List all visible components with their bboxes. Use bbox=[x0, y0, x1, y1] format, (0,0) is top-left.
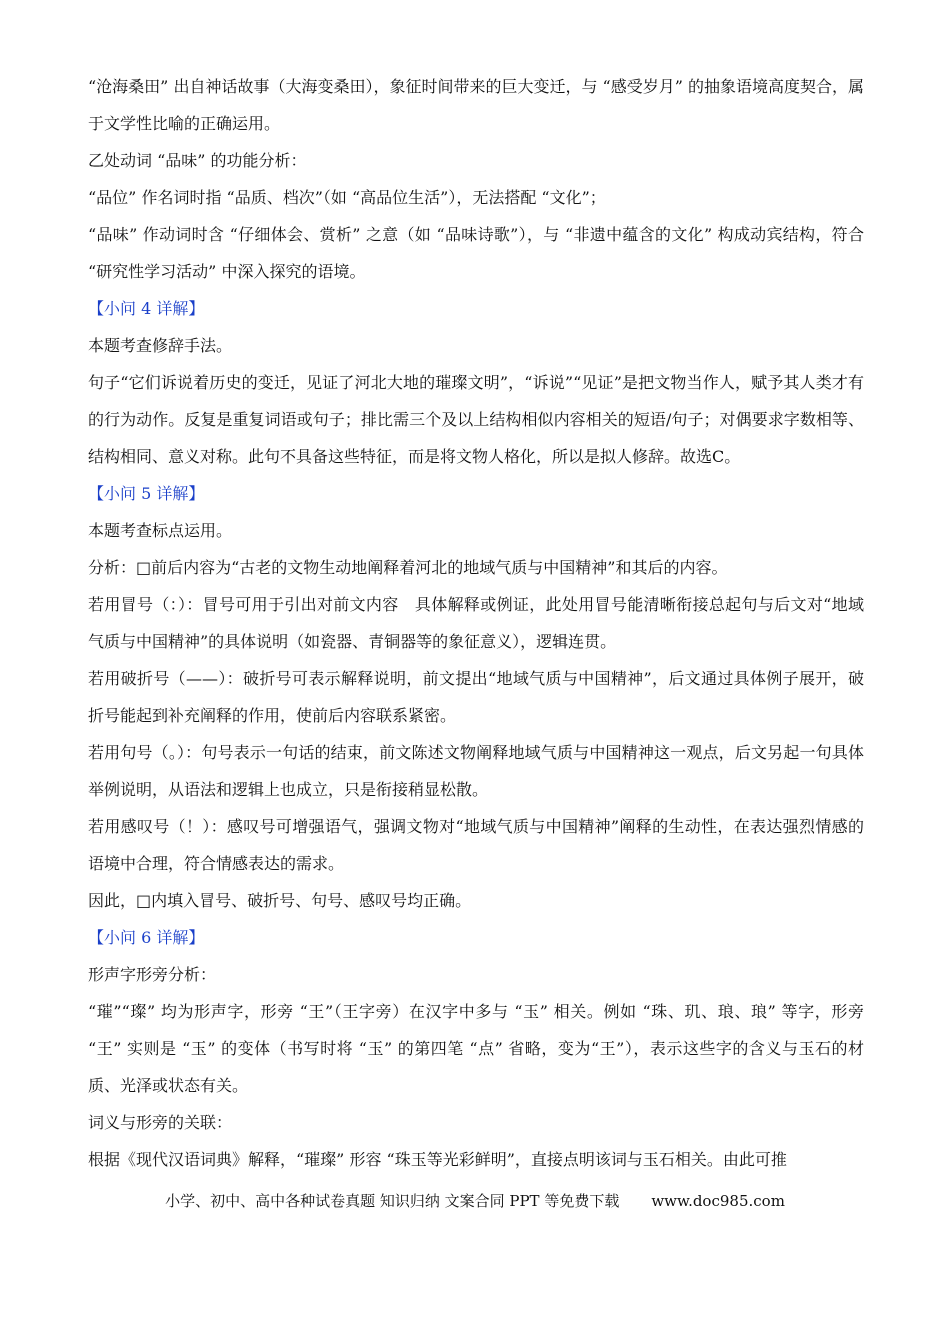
section-heading: 【小问 5 详解】 bbox=[88, 484, 205, 503]
paragraph: “沧海桑田” 出自神话故事（大海变桑田），象征时间带来的巨大变迁，与 “感受岁月” 的抽象语境高度契合，属于文学性比喻的正确运用。 bbox=[88, 77, 864, 133]
footer-text: 小学、初中、高中各种试卷真题 知识归纳 文案合同 PPT 等免费下载 bbox=[165, 1192, 620, 1210]
paragraph: 若用句号（。）：句号表示一句话的结束，前文陈述文物阐释地域气质与中国精神这一观点，后文另起一句具体举例说明，从语法和逻辑上也成立，只是衔接稍显松散。 bbox=[88, 743, 864, 799]
paragraph: 若用冒号（：）：冒号可用于引出对前文内容 具体解释或例证，此处用冒号能清晰衔接总起句与后文对“地域气质与中国精神”的具体说明（如瓷器、青铜器等的象征意义），逻辑连贯。 bbox=[88, 595, 864, 651]
paragraph: 分析：□前后内容为“古老的文物生动地阐释着河北的地域气质与中国精神”和其后的内容。 bbox=[88, 558, 728, 577]
paragraph: 若用感叹号（！）：感叹号可增强语气，强调文物对“地域气质与中国精神”阐释的生动性，在表达强烈情感的语境中合理，符合情感表达的需求。 bbox=[88, 817, 864, 873]
paragraph: 本题考查修辞手法。 bbox=[88, 336, 233, 355]
paragraph: “璀”“璨” 均为形声字，形旁 “王”（王字旁）在汉字中多与 “玉” 相关。例如 “珠、玑、琅、琅” 等字，形旁 “王” 实则是 “玉” 的变体（书写时将 “玉” 的第四笔 “点” 省略，变为“王”），表示这些字的含义与玉石的材质、光泽或状态有关。 bbox=[88, 1002, 864, 1095]
document-body bbox=[88, 68, 864, 1178]
paragraph: “品位” 作名词时指 “品质、档次”（如 “高品位生活”），无法搭配 “文化”； bbox=[88, 188, 606, 207]
paragraph: 根据《现代汉语词典》解释，“璀璨” 形容 “珠玉等光彩鲜明”，直接点明该词与玉石相关。由此可推 bbox=[88, 1150, 787, 1169]
paragraph: 句子“它们诉说着历史的变迁，见证了河北大地的璀璨文明”，“诉说”“见证”是把文物当作人，赋予其人类才有的行为动作。反复是重复词语或句子；排比需三个及以上结构相似内容相关的短语/句子；对偶要求字数相等、结构相同、意义对称。此句不具备这些特征，而是将文物人格化，所以是拟人修辞。故选C。 bbox=[88, 373, 864, 466]
paragraph: 若用破折号（——）：破折号可表示解释说明，前文提出“地域气质与中国精神”，后文通过具体例子展开，破折号能起到补充阐释的作用，使前后内容联系紧密。 bbox=[88, 669, 864, 725]
section-heading: 【小问 6 详解】 bbox=[88, 928, 205, 947]
section-heading: 【小问 4 详解】 bbox=[88, 299, 205, 318]
paragraph: 词义与形旁的关联： bbox=[88, 1113, 233, 1132]
page-footer bbox=[0, 1190, 950, 1212]
paragraph: 乙处动词 “品味” 的功能分析： bbox=[88, 151, 307, 170]
paragraph: 本题考查标点运用。 bbox=[88, 521, 233, 540]
footer-url-link[interactable]: www.doc985.com bbox=[651, 1192, 785, 1210]
paragraph: 形声字形旁分析： bbox=[88, 965, 217, 984]
paragraph: “品味” 作动词时含 “仔细体会、赏析” 之意（如 “品味诗歌”），与 “非遗中蕴含的文化” 构成动宾结构，符合 “研究性学习活动” 中深入探究的语境。 bbox=[88, 225, 864, 281]
paragraph: 因此，□内填入冒号、破折号、句号、感叹号均正确。 bbox=[88, 891, 472, 910]
